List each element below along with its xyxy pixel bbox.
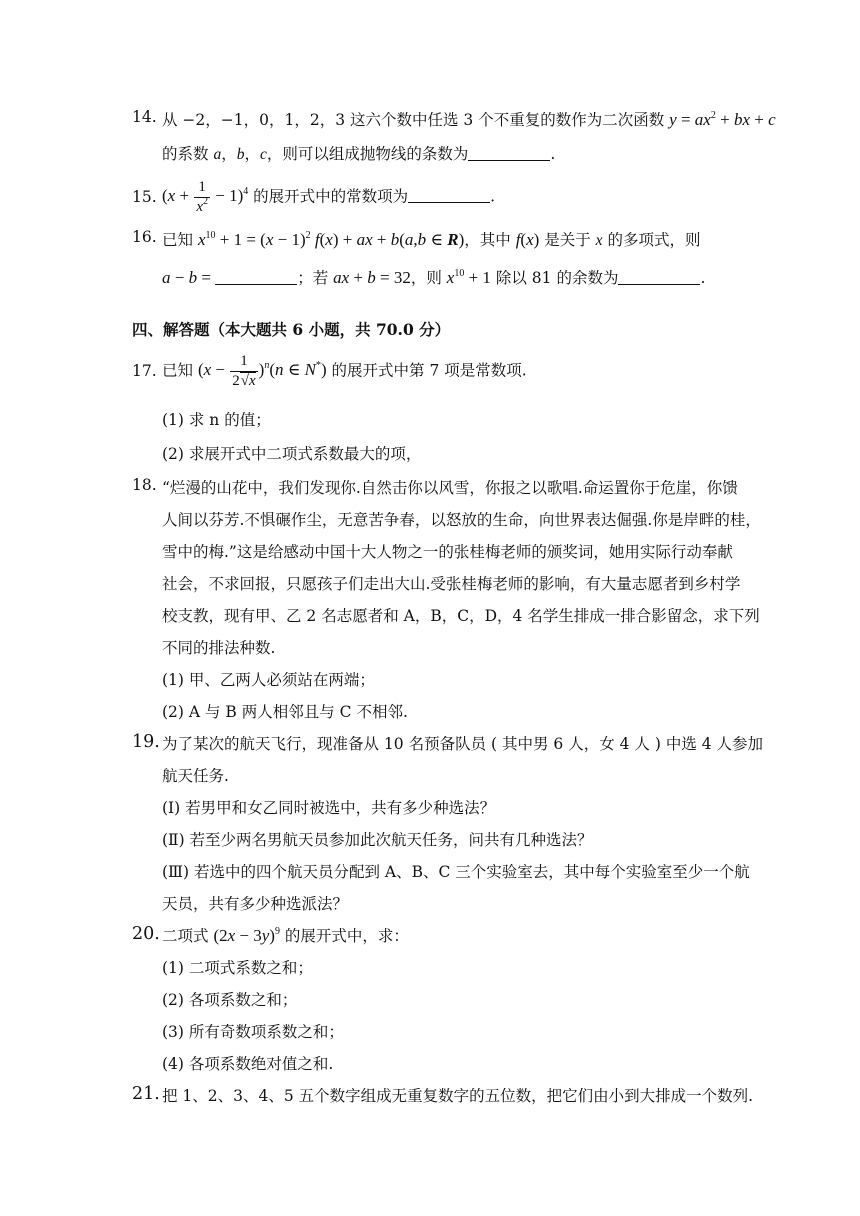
question-number: 16. (132, 228, 157, 246)
answer-blank[interactable] (618, 270, 700, 285)
question-number: 15. (132, 188, 157, 206)
binomial-expression: (x − $\frac{1}{2√x}$ )$^n$(n ∈ N*) (197, 353, 327, 389)
quadratic-function: $y = ax^2$ + bx + c (669, 110, 776, 129)
question-number: 21. (132, 1084, 160, 1104)
question-number: 17. (132, 362, 157, 380)
answer-blank[interactable] (215, 270, 297, 285)
question-number: 19. (132, 732, 160, 752)
question-number: 20. (132, 924, 160, 944)
question-number: 14. (132, 108, 157, 126)
answer-blank[interactable] (468, 146, 550, 161)
binomial-expression: $(2x - 3y)^9$ (213, 926, 280, 945)
identity-expression: $x^{10} + 1 = (x - 1)^2$ f(x) + ax + b(a,b ∈ R) (197, 230, 465, 249)
exam-page: 14. 从 −2，−1，0，1，2，3 这六个数中任选 3 个不重复的数作为二次函数 $y = ax^2$ + bx + c 的系数 a，b，c，则可以组成抛物线的条数为 . 15. (x + $\frac{1}{x^2}$ − 1)$^4$ 的展开式中的常数项为 . 16. 已知 $x^{10} + 1 = (x - 1)^2$ f(x) + ax + b(a,b ∈ R)，其中 f(x) 是关于 x 的多项式，则 a − b = ；若 ax + b = 32，则 $x^{10} + 1$ 除以 81 的余数为 . 四、解答题（本大题共 6 小题，共 70.0 分） 17. 已知 (x − $\frac{1}{2√x}$ )$^n$(n ∈ N*) 的展开式中第 7 项是常数项. (1) 求 n 的值； (2) 求展开式中二项式系数最大的项， 18. “烂漫的山花中，我们发现你.自然击你以风雪，你报之以歌唱.命运置你于危崖，你馈 人间以芬芳.不惧碾作尘，无意苦争春，以怒放的生命，向世界表达倔强.你是岸畔的桂， 雪中的梅.”这是给感动中国十大人物之一的张桂梅老师的颁奖词，她用实际行动奉献 社会，不求回报，只愿孩子们走出大山.受张桂梅老师的影响，有大量志愿者到乡村学 校支教，现有甲、乙 2 名志愿者和 A，B，C，D，4 名学生排成一排合影留念，求下列 不同的排法种数. (1) 甲、乙两人必须站在两端； (2) A 与 B 两人相邻且与 C 不相邻. 19. 为了某次的航天飞行，现准备从 10 名预备队员 ( 其中男 6 人，女 4 人 ) 中选 4 人参加 航天任务. (Ⅰ) 若男甲和女乙同时被选中，共有多少种选法？ (Ⅱ) 若至少两名男航天员参加此次航天任务，问共有几种选法？ (Ⅲ) 若选中的四个航天员分配到 A、B、C 三个实验室去，其中每个实验室至少一个航 天员，共有多少种选派法？ 20. 二项式 $(2x - 3y)^9$ 的展开式中，求： (1) 二项式系数之和； (2) 各项系数之和； (3) 所有奇数项系数之和； (4) 各项系数绝对值之和. 21. 把 1、2、3、4、5 五个数字组成无重复数字的五位数，把它们由小到大排成一个数列. (132, 108, 776, 1105)
answer-blank[interactable] (408, 188, 490, 203)
binomial-expression: (x + $\frac{1}{x^2}$ − 1)$^4$ (162, 179, 249, 215)
question-number: 18. (132, 476, 157, 494)
